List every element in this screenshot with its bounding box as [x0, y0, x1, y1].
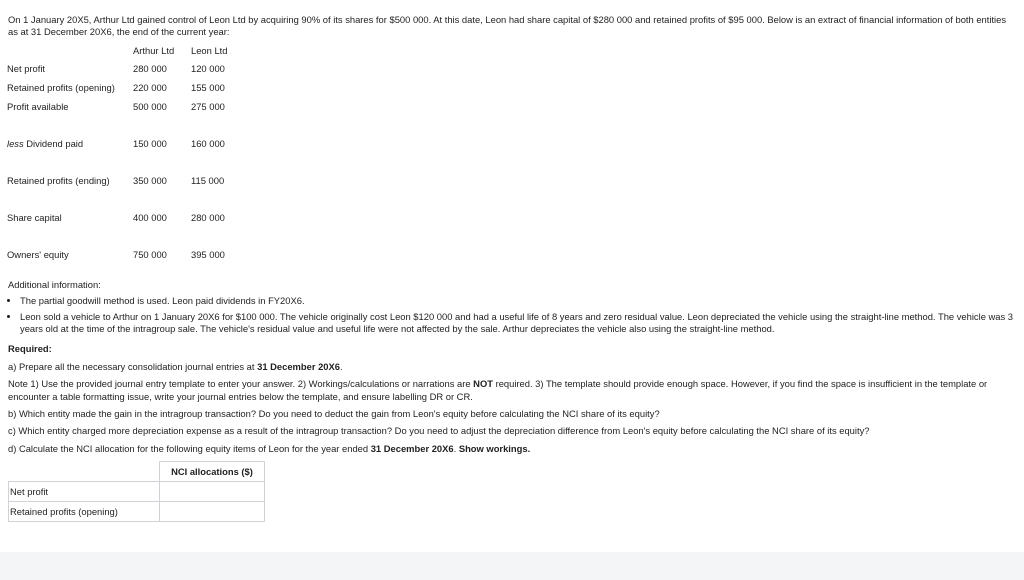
- question-d: [8, 443, 1016, 455]
- less-word: less: [7, 138, 24, 150]
- nci-row-label: Retained profits (opening): [9, 502, 160, 522]
- arthur-value: 500 000: [133, 101, 167, 113]
- leon-value: 275 000: [191, 101, 225, 113]
- table-spacer: [7, 154, 251, 172]
- arthur-value: 150 000: [133, 138, 167, 150]
- question-d-date: 31 December 20X6: [370, 442, 454, 454]
- leon-value: 280 000: [191, 212, 225, 224]
- row-label: Profit available: [7, 101, 69, 113]
- row-label-rest: Dividend paid: [23, 138, 84, 150]
- nci-header-blank: [9, 462, 160, 482]
- question-c: c) Which entity charged more depreciation expense as a result of the intragroup transaction? Do you need to adjust the depreciation difference from Leon's equity before calculating the NCI share of its equity?: [8, 425, 870, 437]
- header-leon: Leon Ltd: [191, 44, 228, 56]
- leon-value: 155 000: [191, 82, 225, 94]
- row-label: Retained profits (opening): [7, 82, 115, 94]
- note-not: NOT: [473, 378, 493, 390]
- header-blank: [7, 42, 133, 60]
- note-text-1: Note 1) Use the provided journal entry template to enter your answer. 2) Workings/calculations or narrations are: [8, 378, 474, 390]
- required-title: Required:: [8, 343, 52, 355]
- nci-row-label: Net profit: [9, 482, 160, 502]
- table-row: [7, 98, 251, 117]
- row-label: Net profit: [7, 63, 46, 75]
- table-header-row: [7, 42, 251, 60]
- row-label: Share capital: [7, 212, 62, 224]
- arthur-value: 400 000: [133, 212, 167, 224]
- list-item: • Leon sold a vehicle to Arthur on 1 January 20X6 for $100 000. The vehicle originally cost Leon $120 000 and had a useful life of 8 years and zero residual value. Leon depreciated the vehicle using the straight-line method. The vehicle was 3 years old at the time of the intragroup sale. The vehicle's residual value and useful life were not affected by the sale. Arthur depreciates the vehicle also using the straight-line method.: [20, 311, 1016, 336]
- arthur-value: 350 000: [133, 175, 167, 187]
- table-row: [9, 502, 265, 522]
- header-arthur: Arthur Ltd: [133, 44, 175, 56]
- table-spacer: [7, 117, 251, 135]
- additional-info-list: [8, 295, 1016, 335]
- nci-answer-cell[interactable]: [160, 502, 265, 522]
- table-row: [7, 135, 251, 154]
- financial-extract-table: [7, 42, 251, 265]
- row-label: Owners' equity: [7, 249, 69, 261]
- table-row: [7, 209, 251, 228]
- table-row: [7, 172, 251, 191]
- note-text-2: required. 3) The template should provide enough space. However, if you find the space is insufficient in the template or encounter a table formatting issue, write your journal entries below the template, and ensure labelling DR or CR.: [8, 378, 988, 402]
- table-row: [9, 482, 265, 502]
- leon-value: 395 000: [191, 249, 225, 261]
- table-row: [7, 60, 251, 79]
- table-spacer: [7, 228, 251, 246]
- question-a-date: 31 December 20X6: [257, 360, 340, 372]
- nci-header: NCI allocations ($): [160, 462, 265, 482]
- question-a-text: a) Prepare all the necessary consolidation journal entries at: [8, 360, 258, 372]
- question-a: [8, 361, 1016, 373]
- question-d-show: Show workings.: [458, 442, 531, 454]
- bottom-band: [0, 552, 1024, 580]
- nci-answer-cell[interactable]: [160, 482, 265, 502]
- additional-info-title: Additional information:: [8, 278, 101, 290]
- leon-value: 160 000: [191, 138, 225, 150]
- row-label: [7, 135, 133, 154]
- row-label: Retained profits (ending): [7, 175, 110, 187]
- note-paragraph: [8, 378, 1016, 403]
- question-d-mid: .: [453, 442, 459, 454]
- arthur-value: 220 000: [133, 82, 167, 94]
- table-row: [7, 79, 251, 98]
- question-a-end: .: [339, 360, 343, 372]
- question-d-text: d) Calculate the NCI allocation for the following equity items of Leon for the year ended: [8, 442, 371, 454]
- table-spacer: [7, 191, 251, 209]
- leon-value: 115 000: [191, 175, 225, 187]
- arthur-value: 280 000: [133, 63, 167, 75]
- leon-value: 120 000: [191, 63, 225, 75]
- table-row: [7, 246, 251, 265]
- arthur-value: 750 000: [133, 249, 167, 261]
- question-b: b) Which entity made the gain in the intragroup transaction? Do you need to deduct the gain from Leon's equity before calculating the NCI share of its equity?: [8, 408, 660, 420]
- nci-header-row: [9, 462, 265, 482]
- list-item: • The partial goodwill method is used. Leon paid dividends in FY20X6.: [20, 295, 1016, 307]
- intro-paragraph: On 1 January 20X5, Arthur Ltd gained control of Leon Ltd by acquiring 90% of its shares for $500 000. At this date, Leon had share capital of $280 000 and retained profits of $95 000. Below is an extract of financial information of both entities as at 31 December 20X6, the end of the current year:: [8, 14, 1007, 38]
- nci-allocation-table: [8, 461, 265, 522]
